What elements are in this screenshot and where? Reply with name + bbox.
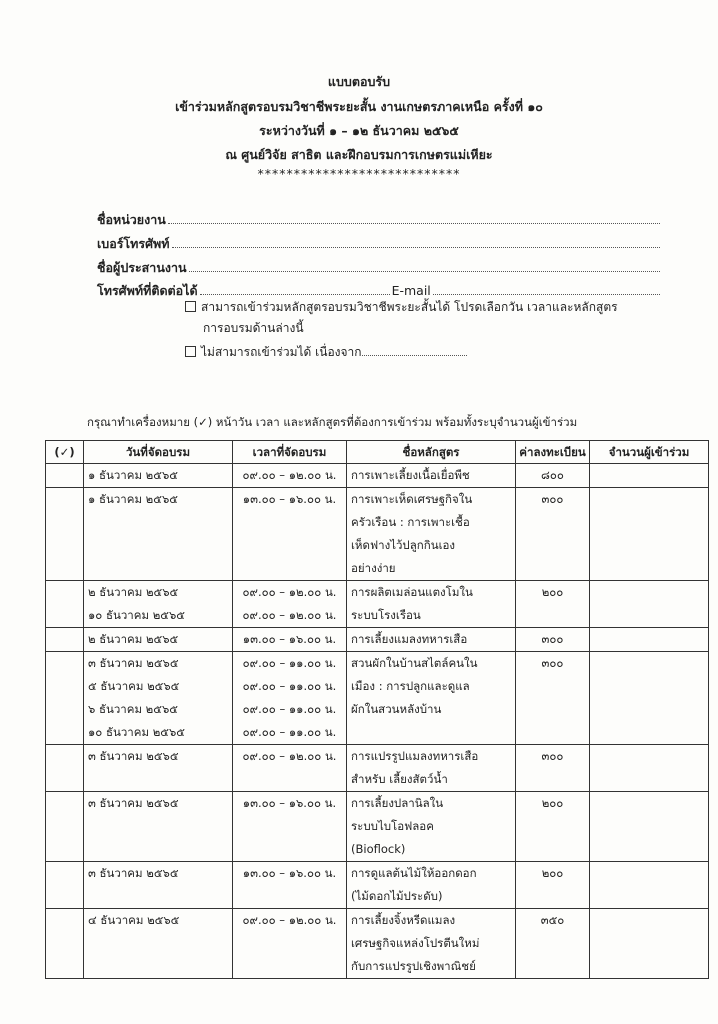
cannot-attend-option[interactable] [185, 342, 467, 362]
row-course-line: การเลี้ยงปลานิลใน [351, 796, 444, 810]
row-course-cell [347, 488, 516, 581]
row-time-cell [233, 581, 347, 628]
row-date-cell [84, 909, 233, 979]
coordinator-field [97, 258, 660, 278]
row-course-line: สำหรับ เลี้ยงสัตว์น้ำ [351, 772, 448, 786]
row-course-line: เศรษฐกิจแหล่งโปรตีนใหม่ [351, 936, 480, 950]
row-course-line: การเพาะเห็ดเศรษฐกิจใน [351, 492, 473, 506]
row-participants-input[interactable] [590, 862, 709, 909]
table-body [46, 464, 709, 979]
contact-input[interactable] [200, 284, 390, 295]
row-time: ๑๓.๐๐ – ๑๖.๐๐ น. [242, 492, 337, 506]
row-date: ๓ ธันวาคม ๒๕๖๕ [88, 749, 179, 763]
cannot-attend-checkbox[interactable] [185, 346, 196, 357]
row-date-cell [84, 862, 233, 909]
row-course-line: (ไม้ดอกไม้ประดับ) [351, 889, 443, 903]
row-course-line: ระบบโรงเรือน [351, 608, 421, 622]
row-course-cell [347, 862, 516, 909]
row-fee: ๒๐๐ [516, 862, 590, 909]
row-course-line: การเพาะเลี้ยงเนื้อเยื่อพืช [351, 468, 470, 482]
row-time-cell [233, 488, 347, 581]
row-time: ๐๙.๐๐ – ๑๑.๐๐ น. [242, 656, 337, 670]
row-course-cell [347, 909, 516, 979]
header-fee: ค่าลงทะเบียน [516, 441, 590, 464]
row-fee: ๓๕๐ [516, 909, 590, 979]
table-row [46, 745, 709, 792]
row-time: ๐๙.๐๐ – ๑๑.๐๐ น. [242, 725, 337, 739]
row-participants-input[interactable] [590, 792, 709, 862]
check-icon: ✓ [198, 415, 208, 429]
instruction-after: ) หน้าวัน เวลา และหลักสูตรที่ต้องการเข้าร่วม พร้อมทั้งระบุจำนวนผู้เข้าร่วม [207, 415, 578, 429]
table-row [46, 464, 709, 488]
row-date-cell [84, 652, 233, 745]
row-course-line: เมือง : การปลูกและดูแล [351, 679, 470, 693]
row-fee: ๓๐๐ [516, 488, 590, 581]
row-participants-input[interactable] [590, 581, 709, 628]
row-time-cell [233, 862, 347, 909]
row-check-cell[interactable] [46, 488, 84, 581]
row-participants-input[interactable] [590, 652, 709, 745]
row-fee: ๒๐๐ [516, 792, 590, 862]
row-course-line: กับการแปรรูปเชิงพาณิชย์ [351, 959, 476, 973]
row-course-line: การเลี้ยงจิ้งหรีดแมลง [351, 913, 456, 927]
row-check-cell[interactable] [46, 464, 84, 488]
row-fee: ๒๐๐ [516, 581, 590, 628]
row-course-line: การแปรรูปแมลงทหารเสือ [351, 749, 479, 763]
can-attend-text-2: การอบรมด้านล่างนี้ [203, 321, 304, 335]
row-time-cell [233, 909, 347, 979]
row-participants-input[interactable] [590, 464, 709, 488]
row-time-cell [233, 652, 347, 745]
row-date: ๓ ธันวาคม ๒๕๖๕ [88, 656, 179, 670]
table-row [46, 628, 709, 652]
row-participants-input[interactable] [590, 909, 709, 979]
row-date: ๒ ธันวาคม ๒๕๖๕ [88, 632, 179, 646]
row-check-cell[interactable] [46, 745, 84, 792]
org-input[interactable] [168, 213, 660, 224]
row-time-cell [233, 464, 347, 488]
row-date: ๖ ธันวาคม ๒๕๖๕ [88, 702, 178, 716]
instruction-before: กรุณาทำเครื่องหมาย ( [87, 415, 199, 429]
row-check-cell[interactable] [46, 581, 84, 628]
row-time-cell [233, 792, 347, 862]
row-time: ๑๓.๐๐ – ๑๖.๐๐ น. [242, 632, 337, 646]
row-fee: ๓๐๐ [516, 745, 590, 792]
org-label: ชื่อหน่วยงาน [97, 212, 166, 227]
org-field [97, 210, 660, 230]
table-row [46, 652, 709, 745]
form-title: แบบตอบรับ [327, 74, 391, 89]
header-check: (✓) [46, 441, 84, 464]
table-row [46, 909, 709, 979]
row-check-cell[interactable] [46, 862, 84, 909]
table-row [46, 581, 709, 628]
row-time-cell [233, 628, 347, 652]
row-date-cell [84, 792, 233, 862]
table-row [46, 488, 709, 581]
header-course: ชื่อหลักสูตร [347, 441, 516, 464]
table-row [46, 862, 709, 909]
row-date-cell [84, 488, 233, 581]
row-course-line: ระบบไบโอฟลอค [351, 819, 434, 833]
row-time: ๑๓.๐๐ – ๑๖.๐๐ น. [242, 796, 337, 810]
row-date: ๑๐ ธันวาคม ๒๕๖๕ [88, 608, 185, 622]
email-input[interactable] [433, 284, 660, 295]
row-time: ๐๙.๐๐ – ๑๒.๐๐ น. [242, 468, 337, 482]
row-course-line: การผลิตเมล่อนแตงโมใน [351, 585, 473, 599]
row-check-cell[interactable] [46, 628, 84, 652]
course-table [45, 440, 709, 979]
row-fee: ๓๐๐ [516, 652, 590, 745]
can-attend-option[interactable] [185, 297, 618, 317]
row-course-line: ผักในสวนหลังบ้าน [351, 702, 442, 716]
row-date: ๑๐ ธันวาคม ๒๕๖๕ [88, 725, 185, 739]
row-course-line: เห็ดฟางไว้ปลูกกินเอง [351, 538, 456, 552]
row-date: ๓ ธันวาคม ๒๕๖๕ [88, 866, 179, 880]
row-date-cell [84, 464, 233, 488]
row-course-cell [347, 745, 516, 792]
row-course-cell [347, 464, 516, 488]
contact-label: โทรศัพท์ที่ติดต่อได้ [97, 283, 198, 298]
table-header-row [46, 441, 709, 464]
row-time: ๐๙.๐๐ – ๑๒.๐๐ น. [242, 608, 337, 622]
row-course-line: ครัวเรือน : การเพาะเชื้อ [351, 515, 470, 529]
row-check-cell[interactable] [46, 652, 84, 745]
row-date: ๓ ธันวาคม ๒๕๖๕ [88, 796, 179, 810]
header-stars: **************************** [257, 166, 461, 181]
phone-label: เบอร์โทรศัพท์ [97, 236, 170, 251]
row-date: ๕ ธันวาคม ๒๕๖๕ [88, 679, 180, 693]
row-fee: ๓๐๐ [516, 628, 590, 652]
header-line-3: ณ ศูนย์วิจัย สาธิต และฝึกอบรมการเกษตรแม่เหียะ [225, 147, 493, 162]
table-row [46, 792, 709, 862]
row-date-cell [84, 745, 233, 792]
instruction [87, 414, 577, 432]
row-time: ๐๙.๐๐ – ๑๒.๐๐ น. [242, 585, 337, 599]
row-course-cell [347, 628, 516, 652]
row-date: ๒ ธันวาคม ๒๕๖๕ [88, 585, 179, 599]
email-label: E-mail [391, 283, 431, 298]
row-course-cell [347, 792, 516, 862]
row-date: ๑ ธันวาคม ๒๕๖๕ [88, 492, 178, 506]
row-time: ๐๙.๐๐ – ๑๑.๐๐ น. [242, 679, 337, 693]
row-check-cell[interactable] [46, 909, 84, 979]
header-participants: จำนวนผู้เข้าร่วม [590, 441, 709, 464]
cannot-attend-reason-input[interactable] [362, 345, 467, 356]
row-time: ๐๙.๐๐ – ๑๒.๐๐ น. [242, 749, 337, 763]
row-course-line: การเลี้ยงแมลงทหารเสือ [351, 632, 468, 646]
row-course-line: อย่างง่าย [351, 561, 396, 575]
row-time: ๐๙.๐๐ – ๑๑.๐๐ น. [242, 702, 337, 716]
phone-input[interactable] [172, 237, 660, 248]
row-time: ๑๓.๐๐ – ๑๖.๐๐ น. [242, 866, 337, 880]
row-date: ๑ ธันวาคม ๒๕๖๕ [88, 468, 178, 482]
row-course-line: การดูแลต้นไม้ให้ออกดอก [351, 866, 477, 880]
row-participants-input[interactable] [590, 745, 709, 792]
header-line-1: เข้าร่วมหลักสูตรอบรมวิชาชีพระยะสั้น งานเกษตรภาคเหนือ ครั้งที่ ๑๐ [175, 99, 543, 114]
row-date-cell [84, 628, 233, 652]
header-time: เวลาที่จัดอบรม [233, 441, 347, 464]
row-course-cell [347, 581, 516, 628]
header-date: วันที่จัดอบรม [84, 441, 233, 464]
header-line-2: ระหว่างวันที่ ๑ – ๑๒ ธันวาคม ๒๕๖๕ [259, 123, 459, 138]
row-fee: ๘๐๐ [516, 464, 590, 488]
phone-field [97, 234, 660, 254]
row-time-cell [233, 745, 347, 792]
coordinator-label: ชื่อผู้ประสานงาน [97, 260, 187, 275]
coordinator-input[interactable] [189, 261, 660, 272]
row-check-cell[interactable] [46, 792, 84, 862]
cannot-attend-text: ไม่สามารถเข้าร่วมได้ เนื่องจาก [201, 345, 362, 359]
can-attend-checkbox[interactable] [185, 301, 196, 312]
row-date: ๔ ธันวาคม ๒๕๖๕ [88, 913, 180, 927]
can-attend-text: สามารถเข้าร่วมหลักสูตรอบรมวิชาชีพระยะสั้นได้ โปรดเลือกวัน เวลาและหลักสูตร [201, 300, 618, 314]
row-course-line: สวนผักในบ้านสไตล์คนใน [351, 656, 478, 670]
row-course-line: (Bioflock) [351, 842, 406, 856]
row-date-cell [84, 581, 233, 628]
row-course-cell [347, 652, 516, 745]
row-time: ๐๙.๐๐ – ๑๒.๐๐ น. [242, 913, 337, 927]
row-participants-input[interactable] [590, 488, 709, 581]
row-participants-input[interactable] [590, 628, 709, 652]
